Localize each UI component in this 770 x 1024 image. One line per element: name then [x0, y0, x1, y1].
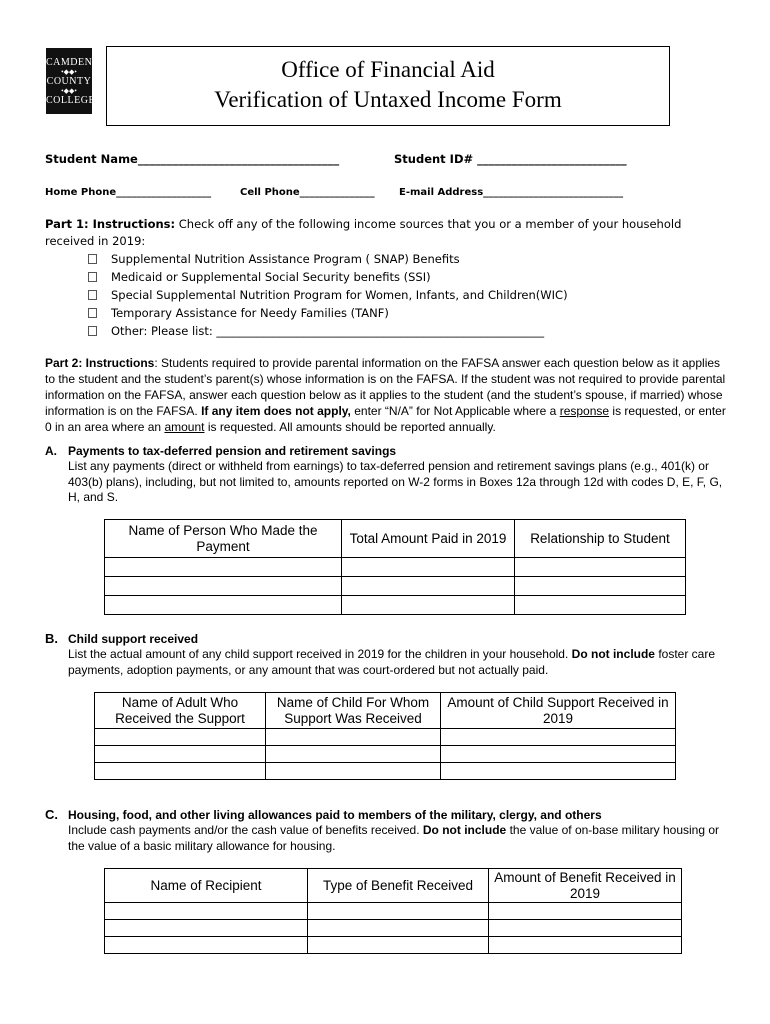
form-title-line-2: Verification of Untaxed Income Form	[214, 87, 562, 112]
checkbox[interactable]	[88, 290, 97, 300]
part2-bold: If any item does not apply,	[201, 404, 351, 418]
input-cell[interactable]	[441, 763, 676, 780]
input-cell[interactable]	[105, 596, 342, 615]
input-cell[interactable]	[308, 937, 489, 954]
student-id-field[interactable]: Student ID# __________________________	[394, 152, 627, 166]
part2-underline-response: response	[559, 404, 610, 418]
table-row	[95, 763, 676, 780]
email-field[interactable]: E-mail Address____________________________	[399, 187, 624, 198]
part2-instructions	[45, 355, 730, 435]
option-label: Supplemental Nutrition Assistance Program ( SNAP) Benefits	[111, 252, 460, 266]
option-label: Special Supplemental Nutrition Program for Women, Infants, and Children(WIC)	[111, 288, 568, 302]
column-header: Total Amount Paid in 2019	[342, 520, 515, 558]
input-cell[interactable]	[515, 558, 686, 577]
column-header: Name of Child For Whom Support Was Received	[266, 693, 441, 729]
section-b-text: List the actual amount of any child support received in 2019 for the children in your household.	[68, 647, 569, 661]
section-c-body	[68, 823, 728, 854]
section-c-text: Include cash payments and/or the cash value of benefits received.	[68, 823, 420, 837]
column-header: Name of Adult Who Received the Support	[95, 693, 266, 729]
input-cell[interactable]	[95, 763, 266, 780]
checkbox[interactable]	[88, 326, 97, 336]
input-cell[interactable]	[489, 937, 682, 954]
part2-text: : Students required to provide parental information on the FAFSA answer each question below as it applies to the student and the student’s parent(s) whose information is on the FAFSA. If the student was not required to provide parental information on the FAFSA, answer each question below as it applies to the student (and the student’s spouse, if married) whose information is on the FAFSA.	[45, 356, 726, 418]
section-c-text-2: the value of on-base military housing or the value of a basic military allowance for housing.	[68, 823, 720, 853]
table-row	[105, 558, 686, 577]
input-cell[interactable]	[489, 903, 682, 920]
section-a-letter: A.	[45, 444, 57, 458]
option-label: Medicaid or Supplemental Social Security benefits (SSI)	[111, 270, 431, 284]
section-b-table	[94, 692, 676, 780]
input-cell[interactable]	[266, 729, 441, 746]
input-cell[interactable]	[105, 920, 308, 937]
input-cell[interactable]	[441, 746, 676, 763]
logo-ornament: •◆◆•	[61, 67, 77, 76]
cell-phone-field[interactable]: Cell Phone_______________	[240, 187, 375, 198]
student-name-field[interactable]: Student Name___________________________________	[45, 152, 340, 166]
column-header: Amount of Child Support Received in 2019	[441, 693, 676, 729]
section-c-heading: Housing, food, and other living allowances paid to members of the military, clergy, and others	[68, 808, 602, 822]
table-row	[105, 596, 686, 615]
option-medicaid-ssi[interactable]	[88, 268, 431, 286]
part2-label: Part 2: Instructions	[45, 356, 155, 370]
table-row	[95, 729, 676, 746]
option-label: Other: Please list: _________________________________________________________	[111, 324, 545, 338]
table-row	[105, 937, 682, 954]
part2-text-3: is requested, or enter 0 in an area where an	[45, 404, 726, 434]
checkbox[interactable]	[88, 308, 97, 318]
table-row	[105, 577, 686, 596]
section-b-letter: B.	[45, 631, 58, 646]
section-a-body: List any payments (direct or withheld from earnings) to tax-deferred pension and retirement savings plans (e.g., 401(k) or 403(b) plans), including, but not limited to, amounts reported on W-2 forms in Boxes 12a through 12d with codes D, E, F, G, H, and S.	[68, 459, 723, 504]
logo-line-3: COLLEGE	[46, 94, 96, 106]
input-cell[interactable]	[105, 558, 342, 577]
part2-text-4: is requested. All amounts should be reported annually.	[207, 420, 496, 434]
section-b-heading: Child support received	[68, 632, 199, 646]
option-tanf[interactable]	[88, 304, 389, 322]
input-cell[interactable]	[308, 920, 489, 937]
table-row	[105, 903, 682, 920]
section-b-body	[68, 647, 728, 678]
column-header: Relationship to Student	[515, 520, 686, 558]
input-cell[interactable]	[342, 596, 515, 615]
column-header: Amount of Benefit Received in 2019	[489, 869, 682, 903]
option-other[interactable]	[88, 322, 544, 340]
section-b-bold: Do not include	[571, 647, 655, 661]
table-row	[95, 746, 676, 763]
part2-text-2: enter “N/A” for Not Applicable where a	[354, 404, 557, 418]
input-cell[interactable]	[308, 903, 489, 920]
column-header: Name of Recipient	[105, 869, 308, 903]
section-c-bold: Do not include	[422, 823, 507, 837]
checkbox[interactable]	[88, 254, 97, 264]
logo-line-2: COUNTY	[46, 75, 92, 87]
form-title-box	[106, 46, 670, 126]
input-cell[interactable]	[266, 746, 441, 763]
input-cell[interactable]	[105, 577, 342, 596]
input-cell[interactable]	[266, 763, 441, 780]
input-cell[interactable]	[95, 729, 266, 746]
input-cell[interactable]	[441, 729, 676, 746]
part2-underline-amount: amount	[164, 420, 205, 434]
column-header: Type of Benefit Received	[308, 869, 489, 903]
logo-line-1: CAMDEN	[46, 56, 93, 68]
input-cell[interactable]	[515, 596, 686, 615]
input-cell[interactable]	[342, 558, 515, 577]
logo-ornament-2: •◆◆•	[61, 86, 77, 95]
checkbox[interactable]	[88, 272, 97, 282]
input-cell[interactable]	[105, 937, 308, 954]
option-label: Temporary Assistance for Needy Families (TANF)	[111, 306, 389, 320]
option-wic[interactable]	[88, 286, 568, 304]
input-cell[interactable]	[515, 577, 686, 596]
section-c-letter: C.	[45, 807, 58, 822]
home-phone-field[interactable]: Home Phone___________________	[45, 187, 212, 198]
section-b-text-2: foster care payments, adoption payments, or any amount that was court-ordered but not actually paid.	[68, 647, 716, 677]
part1-instructions	[45, 216, 730, 250]
section-c-table	[104, 868, 682, 954]
section-a-heading: Payments to tax-deferred pension and retirement savings	[68, 444, 397, 458]
input-cell[interactable]	[105, 903, 308, 920]
column-header: Name of Person Who Made the Payment	[105, 520, 342, 558]
part1-label: Part 1: Instructions:	[45, 217, 176, 231]
form-title-line-1: Office of Financial Aid	[281, 57, 495, 82]
input-cell[interactable]	[95, 746, 266, 763]
option-snap[interactable]	[88, 250, 460, 268]
section-a-table	[104, 519, 686, 615]
table-row	[105, 920, 682, 937]
college-logo	[46, 48, 96, 114]
input-cell[interactable]	[342, 577, 515, 596]
part1-text: Check off any of the following income sources that you or a member of your household received in 2019:	[45, 217, 682, 248]
input-cell[interactable]	[489, 920, 682, 937]
